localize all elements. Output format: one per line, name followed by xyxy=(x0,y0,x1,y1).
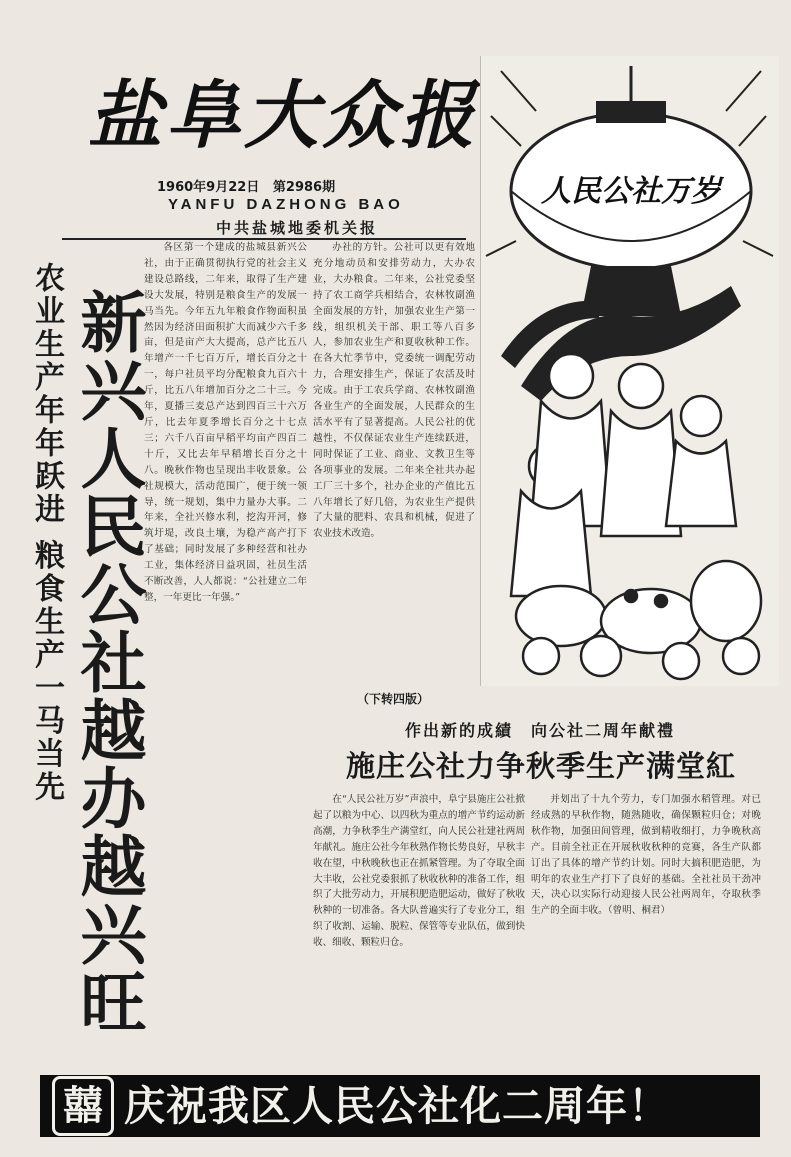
masthead-organ: 中共盐城地委机关报 xyxy=(216,219,379,237)
lead-kicker: 农业生产年年跃进 粮食生产一马当先 xyxy=(29,262,64,804)
masthead-title: 盐阜大众报 xyxy=(88,73,478,159)
issue-date: 1960年9月22日 xyxy=(157,180,260,195)
secondary-headline: 施庄公社力争秋季生产满堂紅 xyxy=(346,749,737,783)
continued-note: （下转四版） xyxy=(357,692,430,706)
masthead-pinyin: YANFU DAZHONG BAO xyxy=(168,196,404,213)
dateline xyxy=(157,176,335,195)
lead-article-column-1: 各区第一个建成的盐城县新兴公社，由于正确贯彻执行党的社会主义建设总路线，二年来，取得了生产建设大发展，特别是粮食生产的发展一马当先。今年五九年粮食作物面积虽然因为经济田面积扩大而减少六千多亩，但是亩产大大提高，总产比五八年增产一千七百万斤，增长百分之十一，每户社员平均分配粮食九百六十斤，比五八年增加百分之二十三。今年，夏播三麦总产达到四百三十六万斤，比去年夏季增长百分之十七点三；六千八百亩早稻平均亩产四百二十斤，又比去年早稻增长百分之十八。晚秋作物也呈现出丰收景象。公社规模大，活动范围广，便于统一领导，统一规划，集中力量办大事。二年来，全社兴修水利，挖沟开河，修筑圩堤，改良土壤，为稳产高产打下了基础；同时发展了多种经营和社办工业，集体经济日益巩固，社员生活不断改善，人人都说：“公社建立二年整，一年更比一年强。” xyxy=(144,242,307,603)
double-happiness-badge: 囍 xyxy=(52,1076,114,1136)
poster-slogan: 人民公社万岁 xyxy=(541,174,721,209)
issue-number: 第2986期 xyxy=(272,180,336,195)
secondary-article-column-2: 并划出了十九个劳力，专门加强水稻管理。对已经成熟的早秋作物，随熟随收，确保颗粒归仓；对晚秋作物，加强田间管理，做到精收细打，力争晚秋高产。目前全社正在开展秋收秋种的竞赛，各生产队都订出了具体的增产节约计划。同时大搞积肥造肥，为明年的农业生产打下了良好的基础。全社社员干劲冲天，决心以实际行动迎接人民公社两周年，夺取秋季生产的全面丰收。（曾明、桐君） xyxy=(531,794,761,917)
lead-article-column-2: 办社的方针。公社可以更有效地充分地动员和安排劳动力，大办农业，大办粮食。二年来，公社党委坚持了农工商学兵相结合，农林牧副渔全面发展的方针，加强农业生产第一线，组织机关干部、职工等八百多人，参加农业生产和夏收秋种工作。在各大忙季节中，党委统一调配劳动力，合理安排生产，保证了农活及时完成。由于工农兵学商、农林牧副渔各业生产的全面发展，人民群众的生活水平有了显著提高。人民公社的优越性，不仅保证农业生产连续跃进，同时保证了工业、商业、文教卫生等各项事业的发展。二年来全社共办起工厂三十多个，社办企业的产值比五八年增长了好几倍，为农业生产提供了大量的肥料、农具和机械，促进了农业技术改造。 xyxy=(313,242,475,540)
secondary-kicker: 作出新的成績 向公社二周年献禮 xyxy=(405,721,676,740)
secondary-article-column-1: 在“人民公社万岁”声浪中，阜宁县施庄公社掀起了以粮为中心、以四秋为重点的增产节约运动新高潮，力争秋季生产满堂红，向人民公社建社两周年献礼。施庄公社今年秋熟作物长势良好，早秋丰收在望，中秋晚秋也正在抓紧管理。为了夺取全面大丰收，公社党委狠抓了秋收秋种的准备工作，组织了大批劳动力，开展积肥造肥运动，做好了秋收秋种的一切准备。各大队普遍实行了专业分工，组织了收割、运输、脱粒、保管等专业队伍，做到快收、细收、颗粒归仓。 xyxy=(313,794,525,949)
banner-slogan: 庆祝我区人民公社化二周年！ xyxy=(124,1082,670,1130)
lead-headline: 新兴人民公社越办越兴旺 xyxy=(69,288,146,1036)
commune-poster-illustration xyxy=(480,56,779,686)
